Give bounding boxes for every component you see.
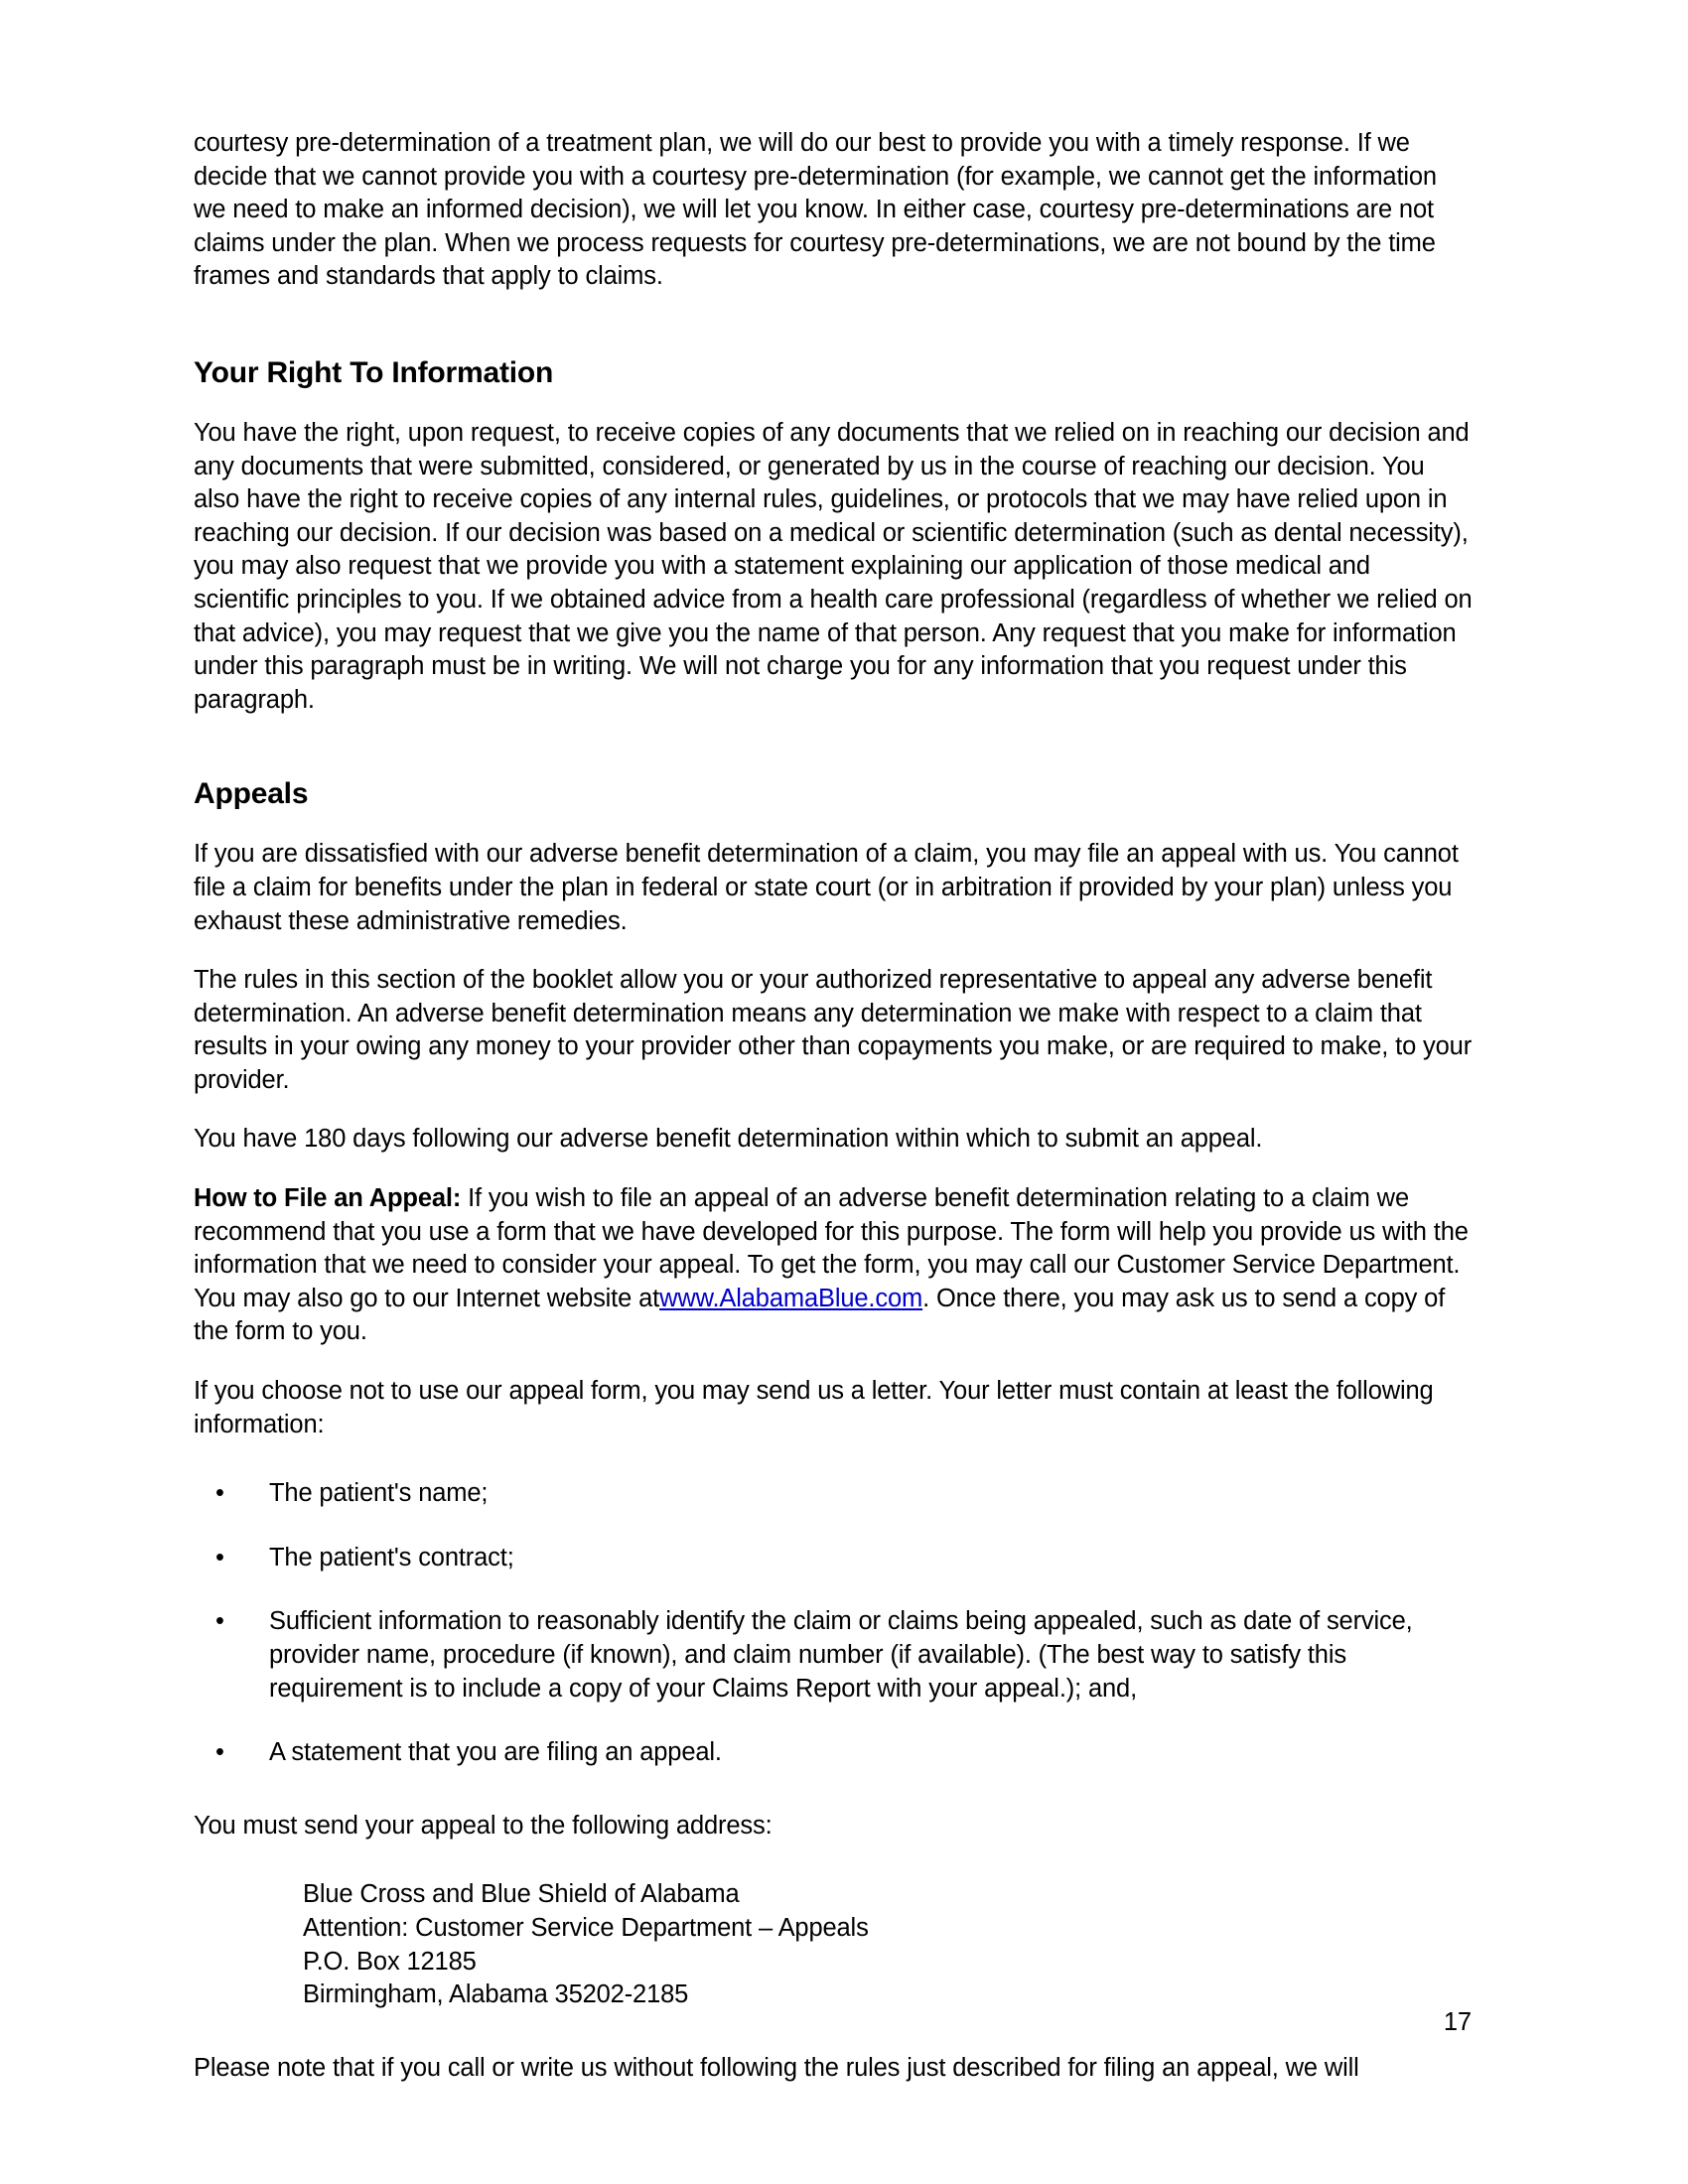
heading-your-right-to-information: Your Right To Information xyxy=(194,355,554,389)
how-to-file-text-before-link: If you wish to file an appeal of an adverse benefit determination relating to a claim we recommend that you use a form that we have developed for this purpose. The form will help you provide us with the information that we need to consider your appeal. To get the form, you may call our Customer Service Department. You may also go to our Internet website at xyxy=(194,1184,1469,1312)
bullet-icon: • xyxy=(215,1738,224,1767)
how-to-file-an-appeal-paragraph xyxy=(194,1182,1473,1349)
appeals-paragraph-1: If you are dissatisfied with our adverse benefit determination of a claim, you may file an appeal with us. You cannot file a claim for benefits under the plan in federal or state court (or in arbitration if provided by your plan) unless you exhaust these administrative remedies. xyxy=(194,840,1459,935)
section-appeals xyxy=(194,776,1473,2085)
appeals-mailing-address xyxy=(303,1878,1473,2011)
appeal-letter-requirements-list xyxy=(194,1477,1473,1770)
appeals-paragraph-2: The rules in this section of the booklet allow you or your authorized representative to appeal any adverse benefit determination. An adverse benefit determination means any determination we make with respect to a claim that results in your owing any money to your provider other than copayments you make, or are required to make, to your provider. xyxy=(194,966,1473,1094)
opening-paragraph: courtesy pre-determination of a treatment plan, we will do our best to provide you with a timely response. If we decide that we cannot provide you with a courtesy pre-determination (for example, we cannot get the information we need to make an informed decision), we will let you know. In either case, courtesy pre-determinations are not claims under the plan. When we process requests for courtesy pre-determinations, we are not bound by the time frames and standards that apply to claims. xyxy=(194,129,1437,291)
bullet-icon: • xyxy=(215,1607,224,1636)
list-item xyxy=(194,1542,1473,1575)
closing-paragraph: Please note that if you call or write us without following the rules just described for filing an appeal, we will xyxy=(194,2053,1359,2082)
address-line: P.O. Box 12185 xyxy=(303,1947,477,1976)
list-item xyxy=(194,1736,1473,1770)
list-item xyxy=(194,1477,1473,1511)
appeals-paragraph-3: You have 180 days following our adverse benefit determination within which to submit an appeal. xyxy=(194,1125,1263,1154)
address-line: Birmingham, Alabama 35202-2185 xyxy=(303,1980,689,2009)
list-item xyxy=(194,1605,1473,1706)
bullet-icon: • xyxy=(215,1479,224,1508)
page-number: 17 xyxy=(1443,2008,1472,2036)
section-right-to-information xyxy=(194,355,1473,717)
how-to-file-label: How to File an Appeal: xyxy=(194,1184,462,1213)
how-to-file-text-after-link: . Once there, you may ask us to send a copy of the form to you. xyxy=(194,1284,1446,1346)
alabamablue-website-link[interactable]: www.AlabamaBlue.com xyxy=(659,1284,923,1312)
list-item-text: The patient's contract; xyxy=(269,1543,514,1571)
address-line: Blue Cross and Blue Shield of Alabama xyxy=(303,1880,740,1909)
list-item-text: A statement that you are filing an appeal. xyxy=(269,1738,722,1767)
address-intro-paragraph: You must send your appeal to the following address: xyxy=(194,1811,773,1840)
list-item-text: The patient's name; xyxy=(269,1479,489,1508)
list-item-text: Sufficient information to reasonably identify the claim or claims being appealed, such as date of service, provider name, procedure (if known), and claim number (if available). (The best way to satisfy this requirement is to include a copy of your Claims Report with your appeal.); and, xyxy=(269,1607,1413,1703)
right-to-information-paragraph: You have the right, upon request, to receive copies of any documents that we relied on in reaching our decision and any documents that were submitted, considered, or generated by us in the course of reaching our decision. You also have the right to receive copies of any internal rules, guidelines, or protocols that we may have relied upon in reaching our decision. If our decision was based on a medical or scientific determination (such as dental necessity), you may also request that we provide you with a statement explaining our application of those medical and scientific principles to you. If we obtained advice from a health care professional (regardless of whether we relied on that advice), you may request that we give you the name of that person. Any request that you make for information under this paragraph must be in writing. We will not charge you for any information that you request under this paragraph. xyxy=(194,418,1473,714)
bullet-icon: • xyxy=(215,1543,224,1571)
address-line: Attention: Customer Service Department – Appeals xyxy=(303,1913,869,1942)
letter-intro-paragraph: If you choose not to use our appeal form, you may send us a letter. Your letter must contain at least the following information: xyxy=(194,1377,1434,1438)
page-content-column xyxy=(194,127,1473,2085)
heading-appeals: Appeals xyxy=(194,777,309,811)
